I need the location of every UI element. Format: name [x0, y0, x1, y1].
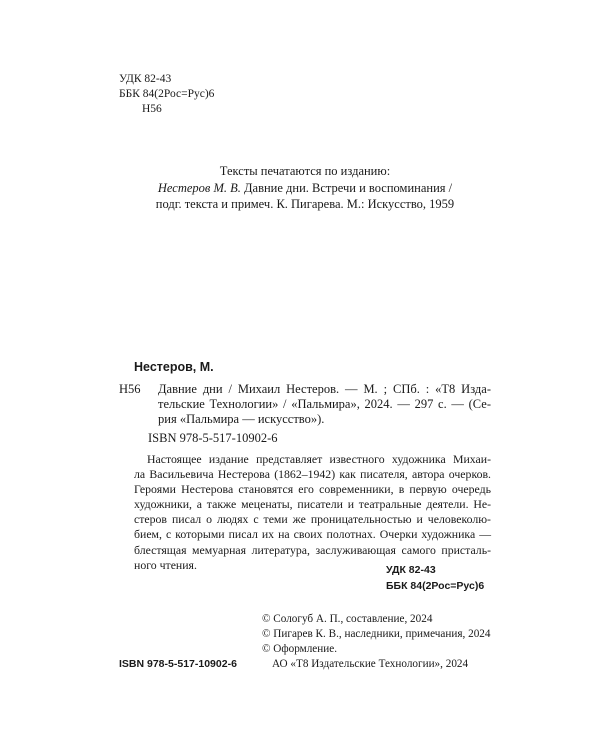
annotation-line: Настоящее издание представляет известного художника Михаи-	[147, 452, 491, 466]
source-note-line-3: подг. текста и примеч. К. Пигарева. М.: Искусство, 1959	[155, 197, 455, 211]
source-note	[120, 163, 490, 213]
bottom-bbk-code: ББК 84(2Рос=Рус)6	[386, 579, 485, 592]
annotation-line: художники, а также меценаты, писатели и театральные деятели. Не-	[134, 497, 491, 512]
annotation-line: ного чтения.	[134, 557, 197, 572]
bottom-udk-code: УДК 82-43	[386, 564, 436, 576]
annotation-line: стеров писал о людях с теми же проницательностью и человеколю-	[134, 512, 491, 527]
annotation-line: Героями Нестерова становятся его современники, в первую очередь	[134, 482, 491, 497]
copyright-line: АО «Т8 Издательские Технологии», 2024	[272, 658, 469, 670]
annotation-line: блестящая мемуарная литература, заслуживающая самого присталь-	[134, 542, 491, 557]
source-note-line-1: Тексты печатаются по изданию:	[219, 164, 391, 178]
catalog-entry	[158, 382, 491, 428]
catalog-mark: Н56	[119, 382, 141, 396]
source-author: Нестеров М. В.	[157, 180, 241, 195]
udk-code: УДК 82-43	[119, 73, 172, 85]
source-note-line-2	[120, 180, 490, 197]
footer-isbn: ISBN 978-5-517-10902-6	[119, 658, 237, 670]
catalog-isbn: ISBN 978-5-517-10902-6	[148, 431, 278, 445]
copyright-block	[262, 612, 490, 672]
catalog-entry-line-2: тельские Технологии» / «Пальмира», 2024. — 297 с. — (Се-	[158, 397, 491, 412]
source-title: Давние дни. Встречи и воспоминания /	[240, 180, 453, 195]
annotation-line: ла Васильевича Нестерова (1862–1942) как писателя, автора очерков.	[134, 467, 491, 482]
classification-block	[119, 72, 214, 117]
bbk-code: ББК 84(2Рос=Рус)6	[119, 88, 215, 100]
annotation-line: бием, с которыми писал их на своих полотнах. Очерки художника —	[134, 527, 491, 542]
author-mark: Н56	[142, 103, 162, 115]
copyright-line: © Сологуб А. П., составление, 2024	[262, 613, 433, 625]
catalog-author: Нестеров, М.	[134, 360, 214, 374]
copyright-line: © Пигарев К. В., наследники, примечания, 2024	[262, 628, 491, 640]
annotation	[134, 452, 491, 573]
catalog-entry-line-1: Давние дни / Михаил Нестеров. — М. ; СПб. : «Т8 Изда-	[158, 382, 491, 396]
bottom-classification	[386, 563, 484, 594]
catalog-entry-line-3: рия «Пальмира — искусство»).	[158, 412, 325, 427]
copyright-line: © Оформление.	[262, 643, 338, 655]
